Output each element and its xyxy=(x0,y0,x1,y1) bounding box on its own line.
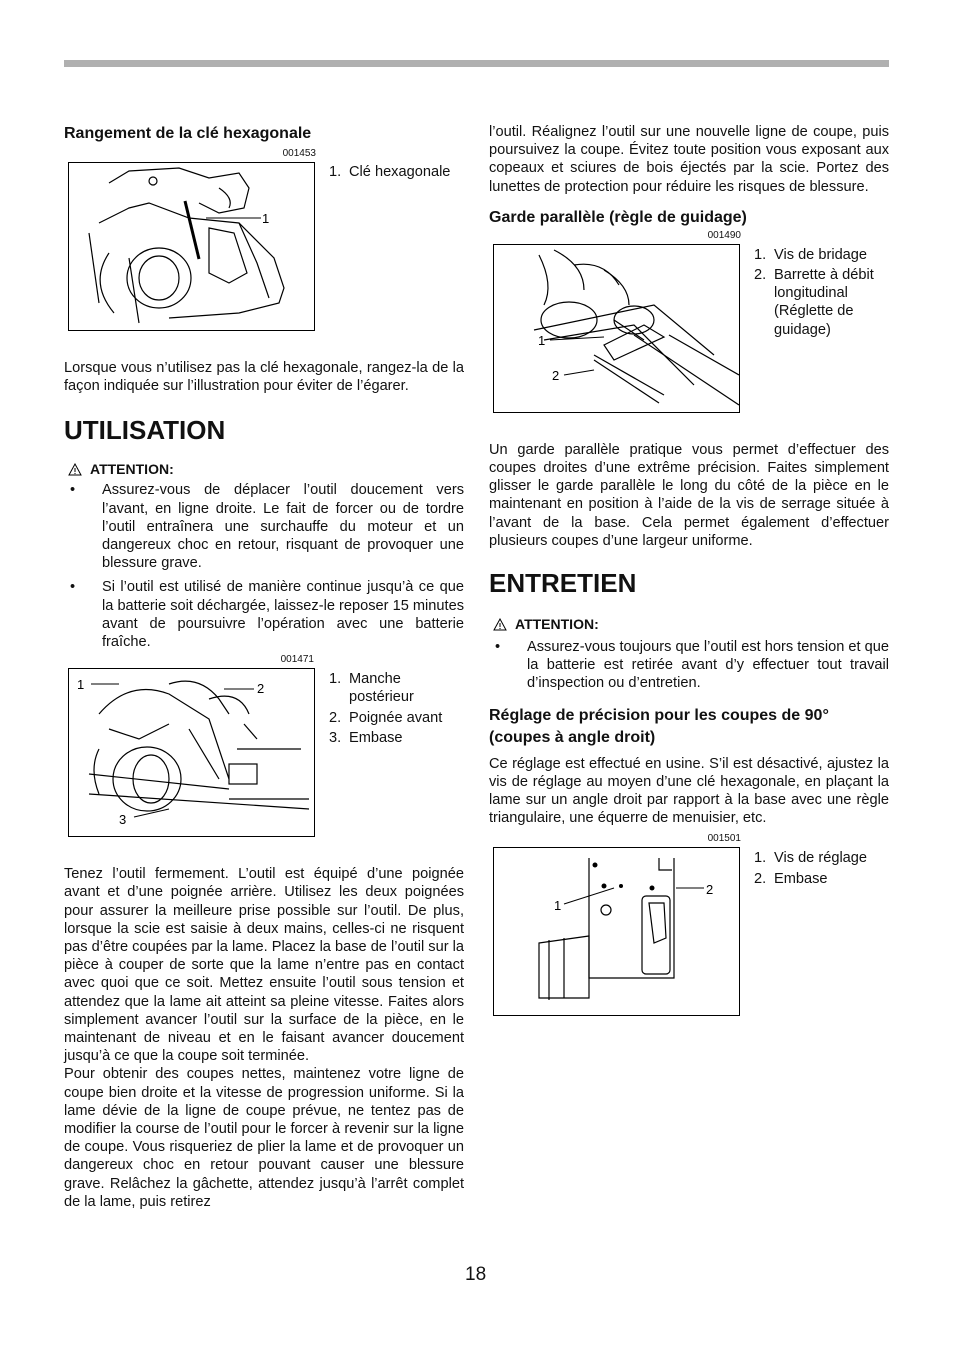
saw-illustration-guide xyxy=(494,245,739,412)
figure-legend xyxy=(329,670,459,747)
figure-number: 001490 xyxy=(707,229,741,241)
legend-item: 2. Embase xyxy=(754,870,828,887)
bullet-item: • Si l’outil est utilisé de manière continue jusqu’à ce que la batterie soit déchargée, laissez-le reposer 15 minutes avant de poursuivre l’opération avec une batterie fraîche. xyxy=(70,579,464,651)
saw-illustration-handles xyxy=(69,669,314,836)
callout-2: 2 xyxy=(257,681,265,697)
section-title-entretien: ENTRETIEN xyxy=(489,568,637,599)
callout-2: 2 xyxy=(552,367,560,383)
figure-parallel-guide xyxy=(493,244,740,413)
header-rule xyxy=(64,60,889,67)
callout-1: 1 xyxy=(77,677,85,693)
legend-item: 2. Poignée avant xyxy=(329,709,443,726)
legend-item: 1. Vis de réglage xyxy=(754,850,868,867)
attention-label: ATTENTION: xyxy=(493,616,889,632)
heading-parallel-guide: Garde parallèle (règle de guidage) xyxy=(489,208,747,226)
figure-number: 001453 xyxy=(282,148,316,159)
section-title-utilisation: UTILISATION xyxy=(64,415,226,446)
saw-illustration-hexkey xyxy=(69,163,314,330)
left-column xyxy=(64,122,464,1211)
callout-1: 1 xyxy=(538,332,546,348)
figure-adjusting-screw xyxy=(493,847,740,1016)
paragraph-hold: Tenez l’outil fermement. L’outil est équipé d’une poignée avant et d’une poignée arrière. Utilisez les deux poignées pour assurer la meilleure prise possible sur l’outil. De plus, lorsque la scie est saisie à deux mains, celles-ci ne risquent pas d’être coupées par la lame. Placez la base de l’outil sur la pièce à couper de sorte que la lame n’entre pas en contact avec quoi que ce soit. Mettez ensuite l’outil sous tension et attendez que la lame ait atteint sa pleine vitesse. Faites alors simplement avancer l’outil sur la surface de la pièce, en le maintenant de niveau et en le faisant avancer doucement jusqu’à ce que la coupe soit terminée. xyxy=(64,866,464,1065)
figure-legend xyxy=(329,163,450,181)
right-column xyxy=(489,122,889,1016)
paragraph-continued: l’outil. Réalignez l’outil sur une nouvelle ligne de coupe, puis poursuivez la coupe. Évitez toute position vous exposant aux copeaux et sciures de bois éjectés par la scie. Portez des lunettes de protection pour réduire les risques de blessure. xyxy=(489,124,889,195)
page-number: 18 xyxy=(465,1264,487,1285)
callout-3: 3 xyxy=(119,812,127,828)
figure-legend xyxy=(754,849,884,887)
paragraph-storage: Lorsque vous n’utilisez pas la clé hexagonale, rangez-la de la façon indiquée sur l’illustration pour éviter de l’égarer. xyxy=(64,360,464,395)
warning-icon xyxy=(493,618,507,631)
heading-hex-key-storage: Rangement de la clé hexagonale xyxy=(64,125,312,142)
figure-legend xyxy=(754,246,884,339)
legend-item: 1. Clé hexagonale xyxy=(329,164,451,180)
callout-1: 1 xyxy=(554,898,562,914)
attention-label: ATTENTION: xyxy=(68,461,464,477)
saw-illustration-base xyxy=(494,848,739,1015)
legend-item: 1. Vis de bridage xyxy=(754,246,868,263)
figure-hex-key xyxy=(68,162,315,331)
legend-item: 2. Barrette à débit longitudinal (Réglette de guidage) xyxy=(754,267,874,338)
figure-handles xyxy=(68,668,315,837)
paragraph-clean-cuts: Pour obtenir des coupes nettes, maintenez votre ligne de coupe bien droite et la vitesse de progression uniforme. Si la lame dévie de la ligne de coupe prévue, ne tentez pas de modifier la course de l’outil pour le forcer à revenir sur la ligne de coupe. Vous risqueriez de plier la lame et de provoquer un dangereux choc en retour pouvant causer une blessure grave. Relâchez la gâchette, attendez jusqu’à l’arrêt complet de la lame, puis retirez xyxy=(64,1066,464,1210)
figure-number: 001471 xyxy=(280,654,314,666)
paragraph-parallel-guide: Un garde parallèle pratique vous permet d’effectuer des coupes droites d’une extrême précision. Faites simplement glisser le garde parallèle le long du côté de la pièce en le maintenant en position à l’aide de la vis de serrage située à l’avant de la base. Cela permet également d’effectuer plusieurs coupes d’une largeur uniforme. xyxy=(489,441,889,549)
callout-2: 2 xyxy=(706,882,714,898)
warning-icon xyxy=(68,463,82,476)
bullet-item: • Assurez-vous de déplacer l’outil doucement vers l’avant, en ligne droite. Le fait de forcer ou de tordre l’outil entraînera une surchauffe du moteur et un dangereux choc en retour, risquant de provoquer une blessure grave. xyxy=(70,482,464,572)
callout-1: 1 xyxy=(262,211,270,226)
heading-90-degree-adjustment: Réglage de précision pour les coupes de 90° (coupes à angle droit) xyxy=(489,706,829,746)
legend-item: 1. Manche postérieur xyxy=(329,671,414,706)
paragraph-adjustment: Ce réglage est effectué en usine. S’il est désactivé, ajustez la vis de réglage au moyen d’une clé hexagonale, en plaçant la lame sur un angle droit par rapport à la base avec une règle triangulaire, une équerre de menuisier, etc. xyxy=(489,755,889,827)
figure-number: 001501 xyxy=(707,833,741,845)
bullet-item: • Assurez-vous toujours que l’outil est hors tension et que la batterie est retirée avant d’y effectuer tout travail d’inspection ou d’entretien. xyxy=(495,639,889,692)
legend-item: 3. Embase xyxy=(329,729,403,746)
